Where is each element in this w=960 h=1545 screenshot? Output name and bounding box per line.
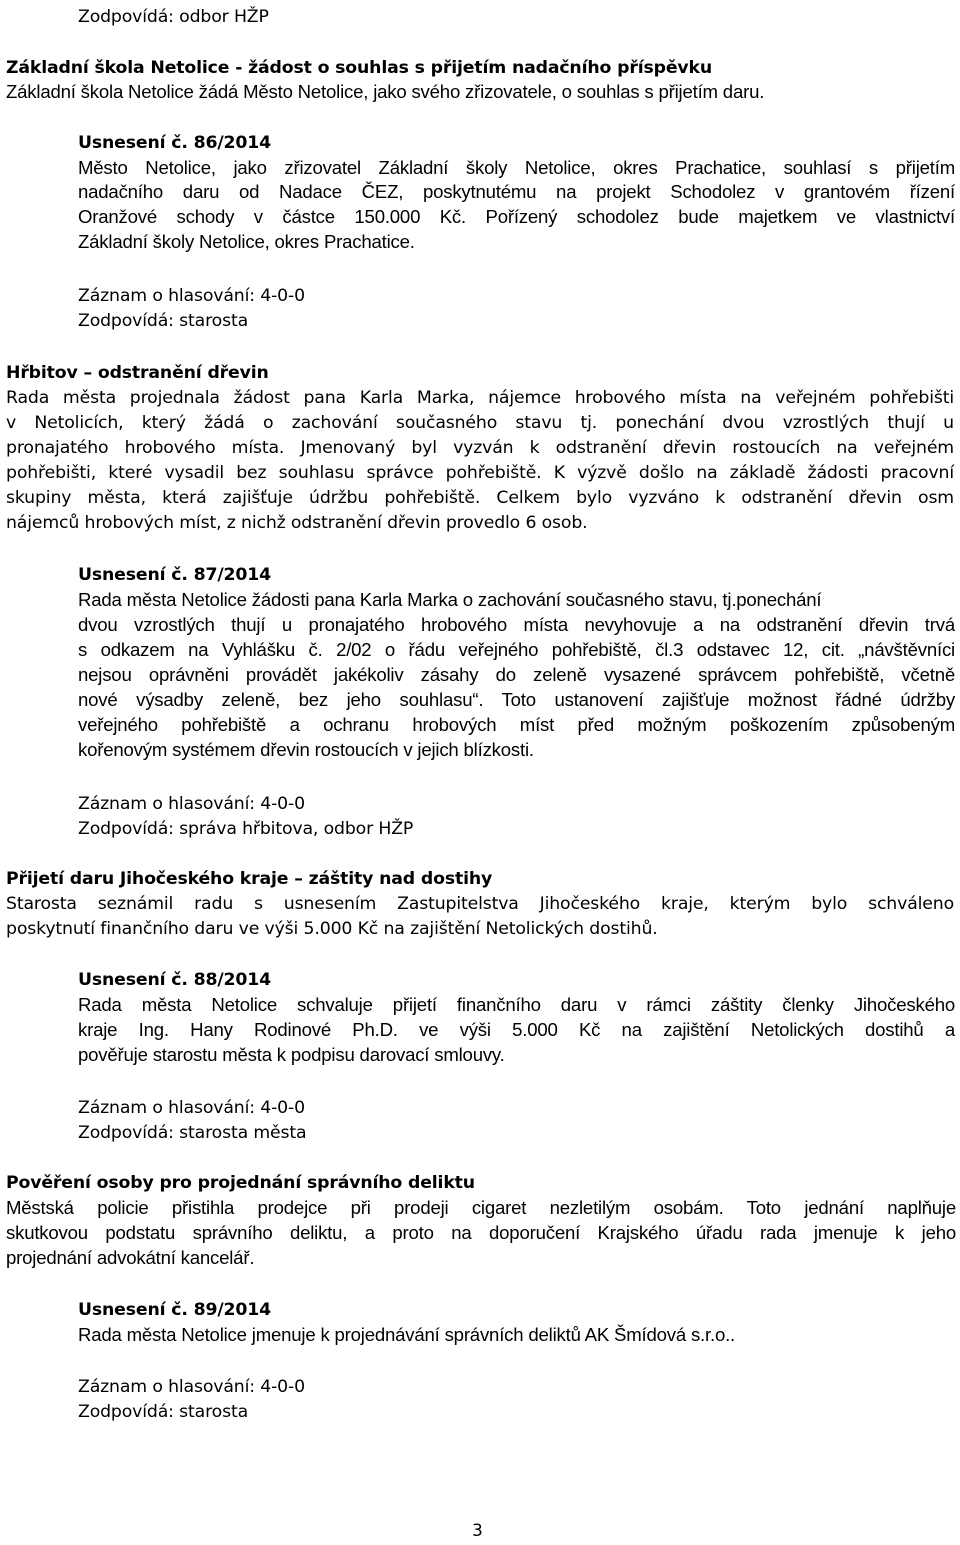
section-heading-donation: Přijetí daru Jihočeského kraje – záštity nad dostihy [6, 869, 493, 889]
responsible-line: Zodpovídá: starosta [78, 311, 249, 331]
resolution-text: s odkazem na Vyhlášku č. 2/02 o řádu veřejného pohřebiště, čl.3 odstavec 12, cit. „návštěvníci [78, 639, 955, 660]
section-text: Rada města projednala žádost pana Karla Marka, nájemce hrobového místa na veřejném pohřebišti [6, 388, 954, 408]
resolution-text: nové výsadby zeleně, bez jeho souhlasu“. Toto ustanovení zajišťuje možnost řádné údržby [78, 689, 955, 710]
vote-record: Záznam o hlasování: 4-0-0 [78, 286, 305, 306]
section-text: Městská policie přistihla prodejce při prodeji cigaret nezletilým osobám. Toto jednání naplňuje [6, 1197, 956, 1218]
resolution-number: Usnesení č. 87/2014 [78, 565, 272, 585]
section-heading-school: Základní škola Netolice - žádost o souhlas s přijetím nadačního příspěvku [6, 58, 713, 78]
resolution-text: Rada města Netolice schvaluje přijetí finančního daru v rámci záštity členky Jihočeského [78, 994, 955, 1015]
resolution-text: dvou vzrostlých thují u pronajatého hrobového místa nevyhovuje a na odstranění dřevin trvá [78, 614, 955, 635]
section-text: projednání advokátní kancelář. [6, 1247, 255, 1268]
section-text: pohřebišti, které vysadil bez souhlasu správce pohřebiště. K výzvě došlo na základě žádosti pracovní [6, 463, 954, 483]
section-heading-delict: Pověření osoby pro projednání správního deliktu [6, 1173, 475, 1193]
responsible-line: Zodpovídá: starosta města [78, 1123, 307, 1143]
vote-record: Záznam o hlasování: 4-0-0 [78, 1377, 305, 1397]
responsible-line: Zodpovídá: odbor HŽP [78, 7, 269, 27]
section-text: pronajatého hrobového místa. Jmenovaný byl vyzván k odstranění dřevin rostoucích na veřejném [6, 438, 954, 458]
responsible-line: Zodpovídá: správa hřbitova, odbor HŽP [78, 819, 414, 839]
resolution-number: Usnesení č. 88/2014 [78, 970, 272, 990]
section-text: Základní škola Netolice žádá Město Netolice, jako svého zřizovatele, o souhlas s přijetím daru. [6, 81, 765, 102]
vote-record: Záznam o hlasování: 4-0-0 [78, 794, 305, 814]
responsible-line: Zodpovídá: starosta [78, 1402, 249, 1422]
vote-record: Záznam o hlasování: 4-0-0 [78, 1098, 305, 1118]
section-heading-cemetery: Hřbitov – odstranění dřevin [6, 363, 269, 383]
resolution-number: Usnesení č. 86/2014 [78, 133, 272, 153]
resolution-text: nejsou oprávněni provádět jakékoliv zásahy do zeleně vysazené správcem pohřebiště, včetně [78, 664, 955, 685]
resolution-text: Rada města Netolice jmenuje k projednávání správních deliktů AK Šmídová s.r.o.. [78, 1324, 736, 1345]
resolution-text: kořenovým systémem dřevin rostoucích v jejich blízkosti. [78, 739, 534, 760]
resolution-text: nadačního daru od Nadace ČEZ, poskytnutému na projekt Schodolez v grantovém řízení [78, 181, 955, 202]
section-text: v Netolicích, který žádá o zachování současného stavu tj. ponechání dvou vzrostlých thují u [6, 413, 954, 433]
resolution-text: Rada města Netolice žádosti pana Karla Marka o zachování současného stavu, tj.ponechání [78, 589, 822, 610]
section-text: skupiny města, která zajišťuje údržbu pohřebiště. Celkem bylo vyzváno k odstranění dřevin osm [6, 488, 954, 508]
page-number: 3 [472, 1521, 483, 1541]
section-text: nájemců hrobových míst, z nichž odstranění dřevin provedlo 6 osob. [6, 513, 588, 533]
resolution-text: Město Netolice, jako zřizovatel Základní školy Netolice, okres Prachatice, souhlasí s přijetím [78, 157, 955, 178]
section-text: skutkovou podstatu správního deliktu, a proto na doporučení Krajského úřadu rada jmenuje k jeho [6, 1222, 956, 1243]
section-text: Starosta seznámil radu s usnesením Zastupitelstva Jihočeského kraje, kterým bylo schváleno [6, 894, 954, 914]
resolution-text: veřejného pohřebiště a ochranu hrobových míst před možným poškozením způsobeným [78, 714, 955, 735]
resolution-number: Usnesení č. 89/2014 [78, 1300, 272, 1320]
resolution-text: kraje Ing. Hany Rodinové Ph.D. ve výši 5.000 Kč na zajištění Netolických dostihů a [78, 1019, 955, 1040]
section-text: poskytnutí finančního daru ve výši 5.000 Kč na zajištění Netolických dostihů. [6, 919, 658, 939]
resolution-text: pověřuje starostu města k podpisu darovací smlouvy. [78, 1044, 505, 1065]
resolution-text: Základní školy Netolice, okres Prachatice. [78, 231, 415, 252]
resolution-text: Oranžové schody v částce 150.000 Kč. Pořízený schodolez bude majetkem ve vlastnictví [78, 206, 955, 227]
